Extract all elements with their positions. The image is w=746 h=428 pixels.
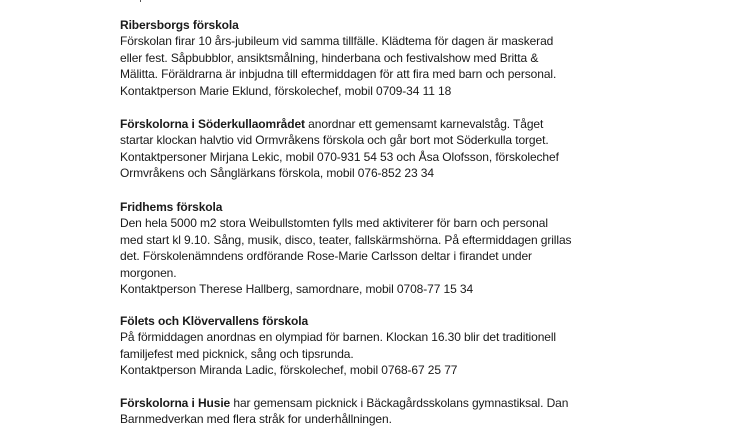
body-line: morgonen.: [120, 265, 177, 280]
contact-line: Kontaktperson Marie Eklund, förskolechef, mobil 0709-34 11 18: [120, 83, 452, 98]
section-folet-klovervallen: [120, 313, 590, 379]
contact-line: Ormvråkens och Sånglärkans förskola, mobil 076-852 23 34: [120, 166, 434, 181]
section-heading: Fölets och Klövervallens förskola: [120, 314, 309, 328]
body-line: eller fest. Såpbubblor, ansiktsmålning, hinderbana och festivalshow med Britta &: [120, 50, 539, 65]
section-heading: Fridhems förskola: [120, 200, 223, 214]
section-heading: Förskolorna i Husie: [120, 396, 231, 410]
section-soderkulla: [120, 116, 590, 182]
section-husie: [120, 395, 590, 428]
body-line: Barnmedverkan med flera stråk for underhållningen.: [120, 412, 392, 427]
heading-line: [120, 116, 590, 132]
body-line: Den hela 5000 m2 stora Weibullstomten fylls med aktiviterer för barn och personal: [120, 216, 548, 231]
body-line: familjefest med picknick, sång och tipsrunda.: [120, 346, 354, 361]
contact-line: Kontaktperson Therese Hallberg, samordnare, mobil 0708-77 15 34: [120, 282, 474, 297]
section-heading: Ribersborgs förskola: [120, 18, 239, 32]
heading-continuation: har gemensam picknick i Bäckagårdsskolans gymnastiksal. Dan: [230, 396, 569, 410]
body-line: med start kl 9.10. Sång, musik, disco, teater, fallskärmshörna. På eftermiddagen grillas: [120, 232, 572, 247]
body-line: det. Förskolenämndens ordförande Rose-Marie Carlsson deltar i firandet under: [120, 249, 532, 264]
body-line: Förskolan firar 10 års-jubileum vid samma tillfälle. Klädtema för dagen är maskerad: [120, 34, 554, 49]
body-line: startar klockan halvtio vid Ormvråkens förskola och går bort mot Söderkulla torget.: [120, 133, 549, 148]
body-line: På förmiddagen anordnas en olympiad för barnen. Klockan 16.30 blir det traditionell: [120, 330, 556, 345]
section-heading: Förskolorna i Söderkullaområdet: [120, 117, 305, 131]
document-page: [120, 0, 590, 427]
contact-line: Kontaktpersoner Mirjana Lekic, mobil 070-931 54 53 och Åsa Olofsson, förskolechef: [120, 149, 559, 164]
heading-continuation: anordnar ett gemensamt karnevalståg. Tåget: [304, 117, 544, 131]
section-fridhem: [120, 199, 590, 297]
contact-line: Kontaktperson Miranda Ladic, förskolechef, mobil 0768-67 25 77: [120, 363, 458, 378]
heading-line: [120, 395, 590, 411]
body-line: Mälitta. Föräldrarna är inbjudna till eftermiddagen för att fira med barn och personal.: [120, 67, 557, 82]
section-ribersborg: [120, 17, 590, 99]
